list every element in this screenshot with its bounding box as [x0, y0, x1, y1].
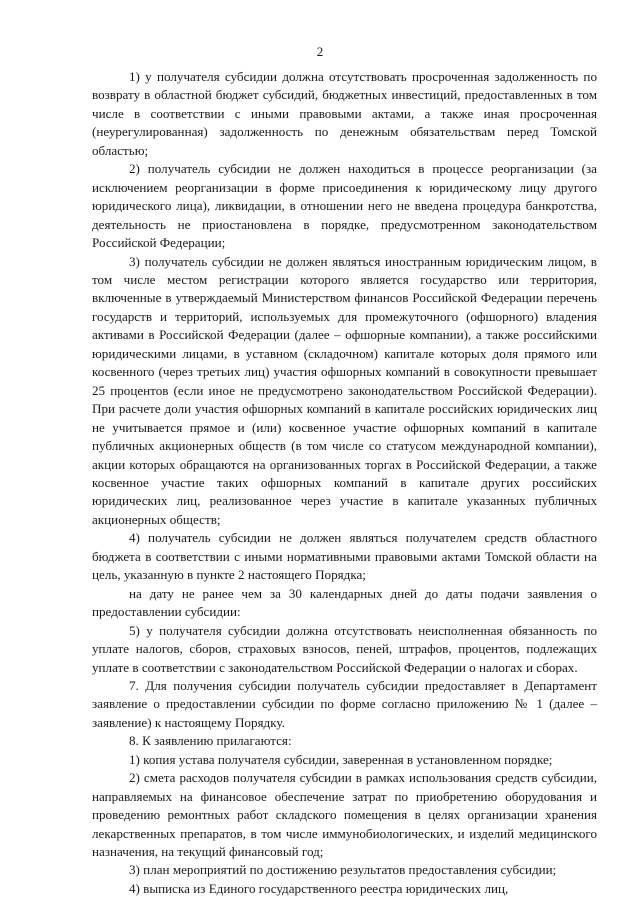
paragraph-section-8: 8. К заявлению прилагаются: — [129, 733, 292, 749]
paragraph-item-2: 2) получатель субсидии не должен находиться в процессе реорганизации (за исключением реорганизации в форме присоединения к юридическому лицу другого юридического лица), ликвидации, в отношении него не введена процедура банкротства, деятельность не приостановлена в порядке, предусмотренном законодательством Российской Федерации; — [92, 161, 597, 251]
paragraph-attachment-4: 4) выписка из Единого государственного реестра юридических лиц, — [129, 880, 509, 896]
paragraph-attachment-1: 1) копия устава получателя субсидии, заверенная в установленном порядке; — [129, 751, 553, 767]
paragraph-item-4: 4) получатель субсидии не должен являться получателем средств областного бюджета в соответствии с иными нормативными правовыми актами Томской области на цель, указанную в пункте 2 настоящего Порядка; — [92, 530, 597, 583]
page-number: 2 — [316, 44, 324, 59]
paragraph-item-5: 5) у получателя субсидии должна отсутствовать неисполненная обязанность по уплате налогов, сборов, страховых взносов, пеней, штрафов, процентов, подлежащих уплате в соответствии с законодательством Российской Федерации о налогах и сборах. — [92, 622, 597, 675]
paragraph-date-condition: на дату не ранее чем за 30 календарных дней до даты подачи заявления о предоставлении субсидии: — [92, 585, 597, 620]
document-body — [92, 68, 597, 898]
paragraph-item-3: 3) получатель субсидии не должен являться иностранным юридическим лицом, в том числе местом регистрации которого является государство или территория, включенные в утверждаемый Министерством финансов Российской Федерации перечень государств и территорий, используемых для промежуточного (офшорного) владения активами в Российской Федерации (далее – офшорные компании), а также российскими юридическими лицами, в уставном (складочном) капитале которых доля прямого или косвенного (через третьих лиц) участия офшорных компаний в совокупности превышает 25 процентов (если иное не предусмотрено законодательством Российской Федерации). При расчете доли участия офшорных компаний в капитале российских юридических лиц не учитывается прямое и (или) косвенное участие офшорных компаний в капитале публичных акционерных обществ (в том числе со статусом международной компании), акции которых обращаются на организованных торгах в Российской Федерации, а также косвенное участие таких офшорных компаний в капитале других российских юридических лиц, реализованное через участие в капитале указанных публичных акционерных обществ; — [92, 253, 597, 527]
paragraph-section-7: 7. Для получения субсидии получатель субсидии предоставляет в Департамент заявление о предоставлении субсидии по форме согласно приложению № 1 (далее – заявление) к настоящему Порядку. — [92, 677, 597, 730]
paragraph-attachment-2: 2) смета расходов получателя субсидии в рамках использования средств субсидии, направляемых на финансовое обеспечение затрат по приобретению оборудования и проведению ремонтных работ складского помещения в целях организации хранения лекарственных препаратов, в том числе иммунобиологических, и изделий медицинского назначения, на текущий финансовый год; — [92, 770, 597, 860]
paragraph-item-1: 1) у получателя субсидии должна отсутствовать просроченная задолженность по возврату в областной бюджет субсидий, бюджетных инвестиций, предоставленных в том числе в соответствии с иными правовыми актами, а также иная просроченная (неурегулированная) задолженность по денежным обязательствам перед Томской областью; — [92, 69, 597, 158]
paragraph-attachment-3: 3) план мероприятий по достижению результатов предоставления субсидии; — [129, 862, 557, 878]
